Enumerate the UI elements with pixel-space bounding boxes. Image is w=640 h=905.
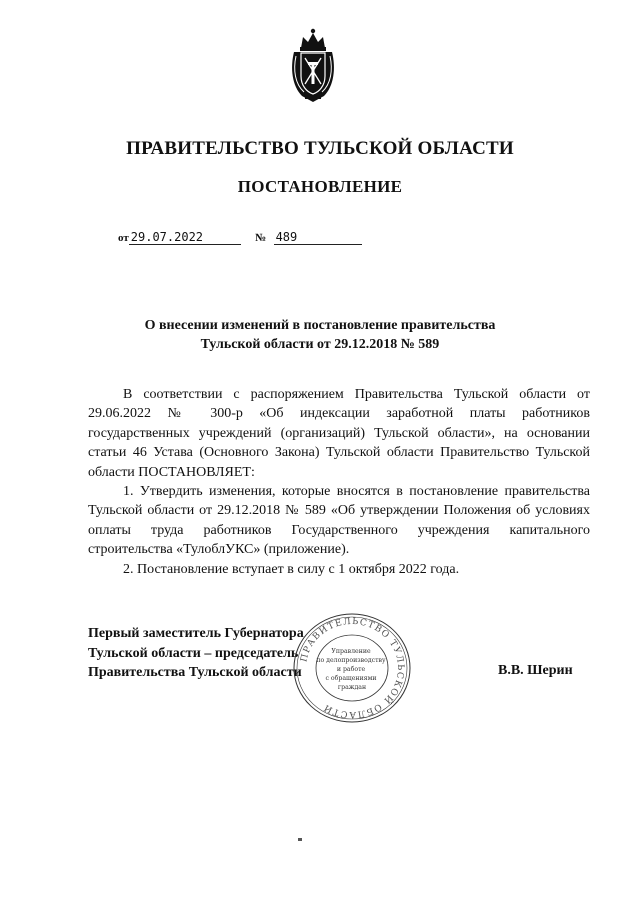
- position-line-2: Тульской области – председатель: [88, 645, 299, 661]
- signer-name: В.В. Шерин: [498, 663, 573, 678]
- stamp-line-4: с обращениями: [325, 675, 377, 682]
- number-label: №: [255, 232, 267, 244]
- subject-line-1: О внесении изменений в постановление правительства: [144, 318, 496, 333]
- document-number: 489: [274, 231, 362, 245]
- office-stamp: [286, 610, 418, 726]
- document-subject: [0, 316, 640, 354]
- document-body: [88, 385, 590, 579]
- stamp-ring-text: ПРАВИТЕЛЬСТВО ТУЛЬСКОЙ ОБЛАСТИ: [299, 616, 406, 720]
- stamp-line-2: по делопроизводству: [316, 657, 386, 664]
- stamp-line-5: граждан: [337, 684, 367, 691]
- position-line-1: Первый заместитель Губернатора: [88, 626, 304, 641]
- position-line-3: Правительства Тульской области: [88, 665, 302, 680]
- resolution-item-1: 1. Утвердить изменения, которые вносятся в постановление правительства Тульской области от 29.12.2018 № 589 «Об утверждении Положения об условиях оплаты труда работников Государственного учреждения капитального строительства «ТулоблУКС» (приложение).: [88, 484, 590, 558]
- tula-coat-of-arms-icon: [288, 28, 338, 104]
- document-type: ПОСТАНОВЛЕНИЕ: [237, 177, 403, 196]
- registration-row: [118, 229, 362, 245]
- signatory-position: [88, 624, 304, 683]
- svg-text:Управление по делопроизвод: [316, 648, 387, 691]
- date-label: от: [118, 232, 129, 244]
- document-date: 29.07.2022: [129, 231, 241, 245]
- subject-line-2: Тульской области от 29.12.2018 № 589: [200, 337, 440, 352]
- stamp-line-1: Управление: [331, 648, 371, 655]
- preamble-paragraph: В соответствии с распоряжением Правительства Тульской области от 29.06.2022 № 300-р «Об индексации заработной платы работников государственных учреждений (организаций) Тульской области», на основании статьи 46 Устава (Основного Закона) Тульской области Правительство Тульской области ПОСТАНОВЛЯЕТ:: [88, 387, 590, 480]
- resolution-item-2: 2. Постановление вступает в силу с 1 октября 2022 года.: [123, 561, 460, 577]
- stamp-line-3: и работе: [336, 666, 366, 673]
- scan-mark: [298, 838, 302, 841]
- government-title: ПРАВИТЕЛЬСТВО ТУЛЬСКОЙ ОБЛАСТИ: [126, 138, 514, 159]
